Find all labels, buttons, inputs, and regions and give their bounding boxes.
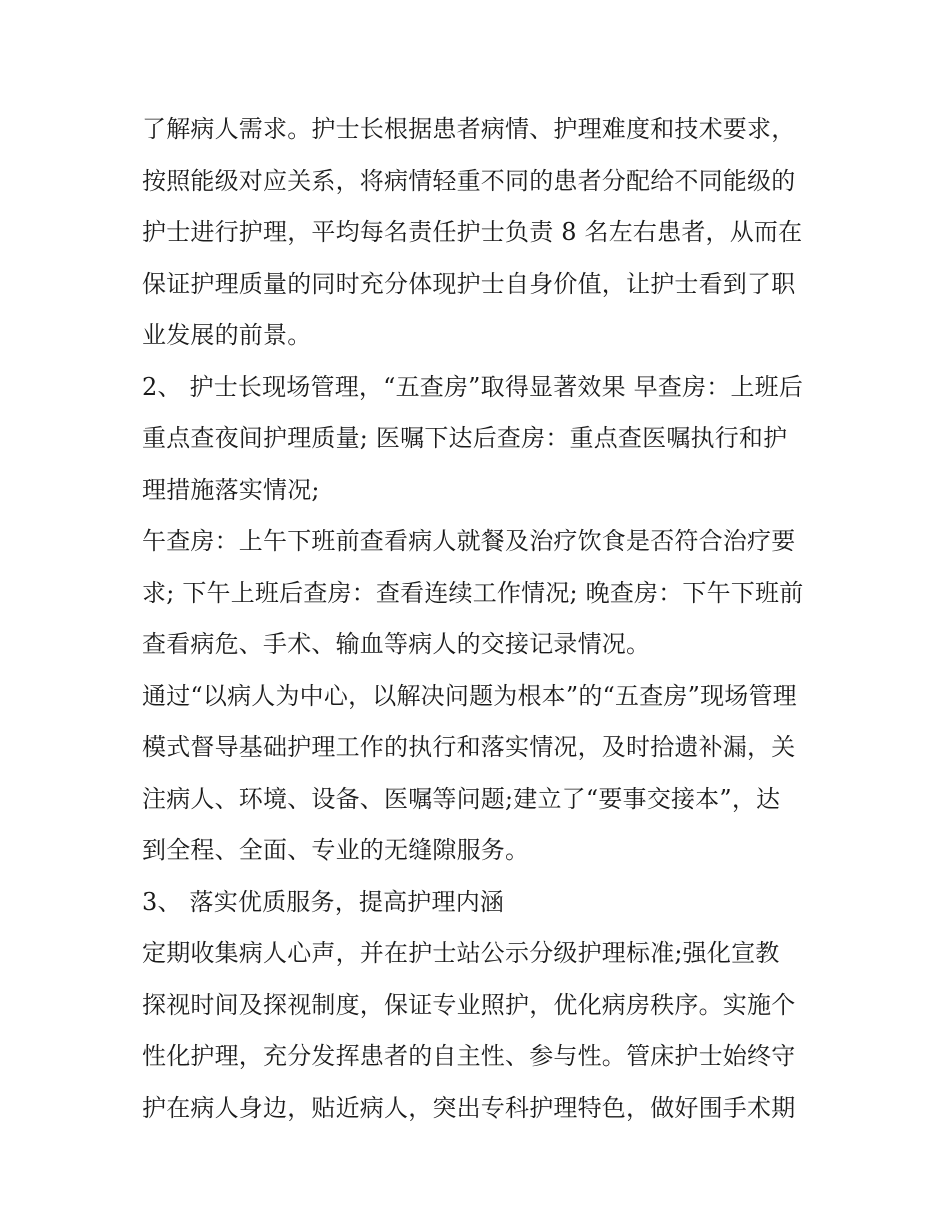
text-line: 按照能级对应关系，将病情轻重不同的患者分配给不同能级的 (142, 166, 796, 195)
text-line: 探视时间及探视制度，保证专业照护，优化病房秩序。实施个 (142, 990, 796, 1019)
body-text (142, 104, 822, 1134)
text-line: 理措施落实情况; (142, 475, 320, 504)
text-line: 模式督导基础护理工作的执行和落实情况，及时拾遗补漏，关 (142, 733, 796, 761)
text-line: 到全程、全面、专业的无缝隙服务。 (142, 836, 530, 864)
text-line: 性化护理，充分发挥患者的自主性、参与性。管床护士始终守 (142, 1042, 796, 1070)
section-heading-3: 3、 落实优质服务，提高护理内涵 (142, 887, 505, 916)
text-line: 定期收集病人心声，并在护士站公示分级护理标准;强化宣教 (142, 939, 780, 967)
text-line: 重点查夜间护理质量; 医嘱下达后查房：重点查医嘱执行和护 (142, 424, 788, 452)
text-line: 护在病人身边，贴近病人，突出专科护理特色，做好围手术期 (142, 1093, 796, 1122)
text-line: 查看病危、手术、输血等病人的交接记录情况。 (142, 630, 651, 658)
text-line: 业发展的前景。 (142, 321, 312, 349)
text-line: 护士进行护理，平均每名责任护士负责 8 名左右患者，从而在 (142, 218, 803, 246)
text-line: 求; 下午上班后查房：查看连续工作情况; 晚查房：下午下班前 (142, 578, 804, 607)
text-line: 了解病人需求。护士长根据患者病情、护理难度和技术要求， (142, 115, 796, 143)
text-line: 午查房：上午下班前查看病人就餐及治疗饮食是否符合治疗要 (142, 527, 796, 555)
text-line: 注病人、环境、设备、医嘱等问题;建立了“要事交接本”，达 (142, 784, 781, 813)
section-heading-2: 2、 护士长现场管理，“五查房”取得显著效果 早查房：上班后 (142, 372, 804, 401)
text-line: 保证护理质量的同时充分体现护士自身价值，让护士看到了职 (142, 269, 796, 298)
text-line: 通过“以病人为中心，以解决问题为根本”的“五查房”现场管理 (142, 681, 797, 710)
